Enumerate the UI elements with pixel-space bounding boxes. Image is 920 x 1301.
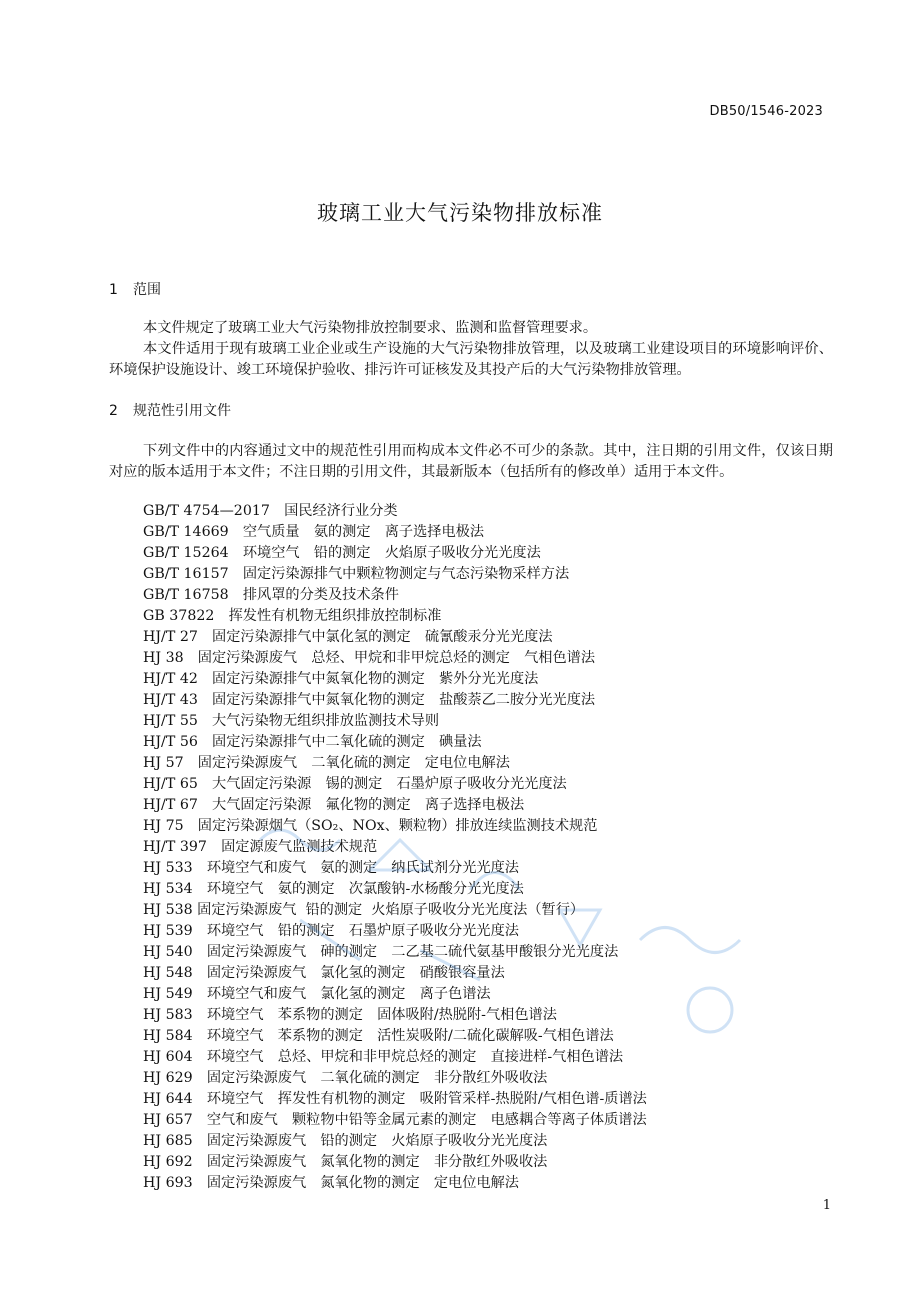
- reference-item: GB 37822 挥发性有机物无组织排放控制标准: [143, 608, 442, 624]
- reference-item: HJ 644 环境空气 挥发性有机物的测定 吸附管采样-热脱附/气相色谱-质谱法: [143, 1091, 647, 1107]
- reference-item: HJ 584 环境空气 苯系物的测定 活性炭吸附/二硫化碳解吸-气相色谱法: [143, 1028, 614, 1044]
- document-code: DB50/1546-2023: [709, 104, 823, 119]
- reference-item: HJ/T 42 固定污染源排气中氮氧化物的测定 紫外分光光度法: [143, 671, 539, 687]
- reference-item: HJ 38 固定污染源废气 总烃、甲烷和非甲烷总烃的测定 气相色谱法: [143, 650, 596, 666]
- reference-item: GB/T 15264 环境空气 铅的测定 火焰原子吸收分光光度法: [143, 545, 541, 561]
- section-heading-normative-references: [109, 400, 231, 420]
- section-title: 规范性引用文件: [133, 403, 231, 419]
- reference-item: HJ 685 固定污染源废气 铅的测定 火焰原子吸收分光光度法: [143, 1133, 548, 1149]
- reference-item: GB/T 16157 固定污染源排气中颗粒物测定与气态污染物采样方法: [143, 566, 570, 582]
- reference-item: HJ/T 56 固定污染源排气中二氧化硫的测定 碘量法: [143, 734, 482, 750]
- reference-item: HJ/T 55 大气污染物无组织排放监测技术导则: [143, 713, 440, 729]
- reference-list: [143, 501, 647, 1194]
- section-heading-scope: [109, 279, 161, 299]
- reference-item: HJ 629 固定污染源废气 二氧化硫的测定 非分散红外吸收法: [143, 1070, 548, 1086]
- scope-paragraph-2: 本文件适用于现有玻璃工业企业或生产设施的大气污染物排放管理，以及玻璃工业建设项目的环境影响评价、环境保护设施设计、竣工环境保护验收、排污许可证核发及其投产后的大气污染物排放管理。: [109, 341, 833, 378]
- reference-item: HJ 583 环境空气 苯系物的测定 固体吸附/热脱附-气相色谱法: [143, 1007, 557, 1023]
- reference-item: HJ 533 环境空气和废气 氨的测定 纳氏试剂分光光度法: [143, 860, 519, 876]
- reference-item: HJ 657 空气和废气 颗粒物中铅等金属元素的测定 电感耦合等离子体质谱法: [143, 1112, 647, 1128]
- reference-item: HJ 549 环境空气和废气 氯化氢的测定 离子色谱法: [143, 986, 491, 1002]
- reference-item: HJ 538 固定污染源废气 铅的测定 火焰原子吸收分光光度法（暂行）: [143, 902, 585, 918]
- reference-item: HJ 604 环境空气 总烃、甲烷和非甲烷总烃的测定 直接进样-气相色谱法: [143, 1049, 624, 1065]
- reference-item: HJ 693 固定污染源废气 氮氧化物的测定 定电位电解法: [143, 1175, 519, 1191]
- reference-item: HJ 540 固定污染源废气 砷的测定 二乙基二硫代氨基甲酸银分光光度法: [143, 944, 619, 960]
- reference-item: GB/T 4754—2017 国民经济行业分类: [143, 503, 398, 519]
- reference-item: HJ 539 环境空气 铅的测定 石墨炉原子吸收分光光度法: [143, 923, 519, 939]
- reference-item: GB/T 16758 排风罩的分类及技术条件: [143, 587, 399, 603]
- reference-item: HJ 548 固定污染源废气 氯化氢的测定 硝酸银容量法: [143, 965, 505, 981]
- reference-item: HJ 692 固定污染源废气 氮氧化物的测定 非分散红外吸收法: [143, 1154, 548, 1170]
- references-intro-paragraph: 下列文件中的内容通过文中的规范性引用而构成本文件必不可少的条款。其中，注日期的引用文件，仅该日期对应的版本适用于本文件；不注日期的引用文件，其最新版本（包括所有的修改单）适用于本文件。: [109, 443, 833, 480]
- section-title: 范围: [133, 282, 161, 298]
- reference-item: GB/T 14669 空气质量 氨的测定 离子选择电极法: [143, 524, 485, 540]
- scope-paragraph-1: 本文件规定了玻璃工业大气污染物排放控制要求、监测和监督管理要求。: [143, 320, 598, 336]
- reference-item: HJ/T 27 固定污染源排气中氯化氢的测定 硫氰酸汞分光光度法: [143, 629, 553, 645]
- section-number: 1: [109, 282, 118, 298]
- section-number: 2: [109, 403, 118, 419]
- reference-item: HJ 57 固定污染源废气 二氧化硫的测定 定电位电解法: [143, 755, 510, 771]
- reference-item: HJ 75 固定污染源烟气（SO₂、NOx、颗粒物）排放连续监测技术规范: [143, 818, 598, 834]
- reference-item: HJ 534 环境空气 氨的测定 次氯酸钠-水杨酸分光光度法: [143, 881, 524, 897]
- reference-item: HJ/T 43 固定污染源排气中氮氧化物的测定 盐酸萘乙二胺分光光度法: [143, 692, 596, 708]
- document-title: 玻璃工业大气污染物排放标准: [317, 201, 603, 225]
- reference-item: HJ/T 65 大气固定污染源 锡的测定 石墨炉原子吸收分光光度法: [143, 776, 567, 792]
- reference-item: HJ/T 67 大气固定污染源 氟化物的测定 离子选择电极法: [143, 797, 525, 813]
- reference-item: HJ/T 397 固定源废气监测技术规范: [143, 839, 378, 855]
- page-number: 1: [822, 1198, 831, 1213]
